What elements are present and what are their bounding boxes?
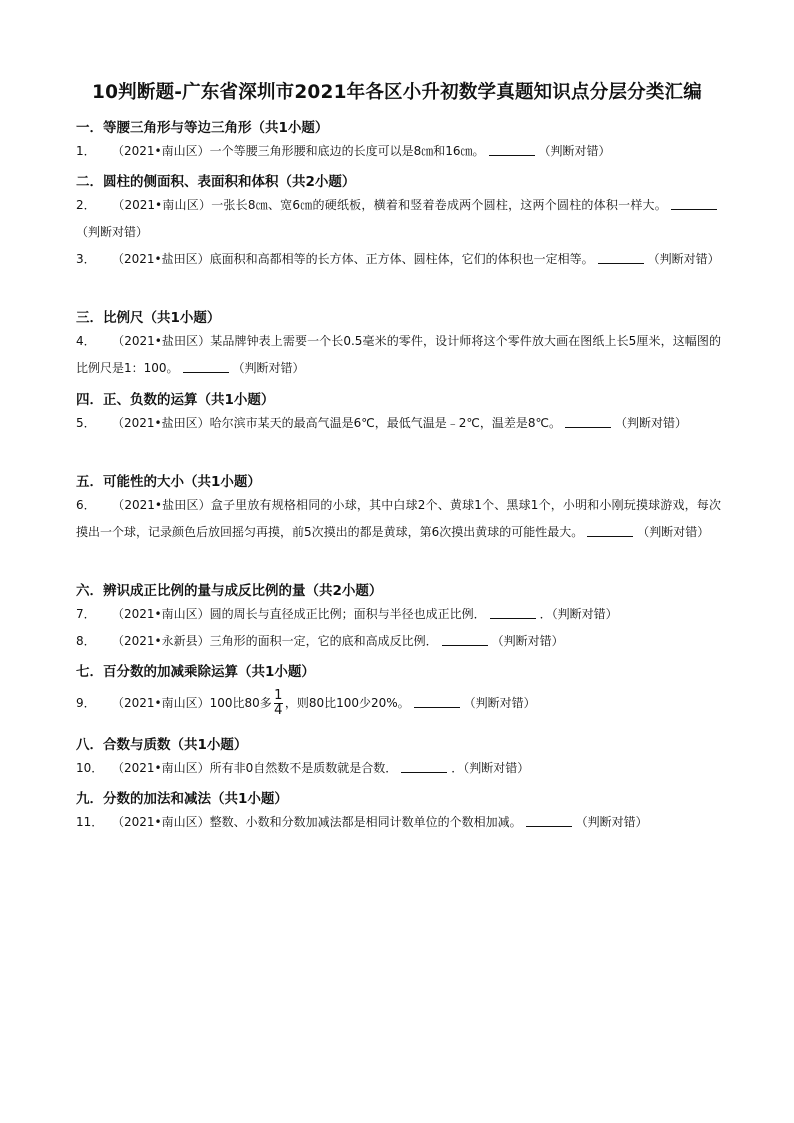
question-number: 9． <box>76 696 96 710</box>
answer-blank[interactable] <box>183 360 229 373</box>
question-text: 底面积和高都相等的长方体、正方体、圆柱体，它们的体积也一定相等。 <box>209 252 594 266</box>
section-heading-4: 四．正、负数的运算（共1小题） <box>76 392 275 408</box>
answer-blank[interactable] <box>671 197 717 210</box>
question-11 <box>76 809 721 836</box>
judge-label: （判断对错） <box>614 416 687 430</box>
question-number: 4． <box>76 334 96 348</box>
section-heading-3: 三．比例尺（共1小题） <box>76 310 221 326</box>
judge-label: （判断对错） <box>647 252 720 266</box>
section-heading-9: 九．分数的加法和减法（共1小题） <box>76 791 288 807</box>
judge-label: （判断对错） <box>575 815 648 829</box>
question-text: 圆的周长与直径成正比例；面积与半径也成正比例． <box>209 607 486 621</box>
question-3 <box>76 246 721 273</box>
question-text: 哈尔滨市某天的最高气温是6℃，最低气温是﹣2℃，温差是8℃。 <box>209 416 561 430</box>
judge-label: （判断对错） <box>232 361 305 375</box>
answer-blank[interactable] <box>598 251 644 264</box>
answer-blank[interactable] <box>414 695 460 708</box>
question-text-b: ，则80比100少20%。 <box>284 696 410 710</box>
question-1 <box>76 138 721 165</box>
question-number: 3． <box>76 252 96 266</box>
answer-blank[interactable] <box>401 760 447 773</box>
question-6 <box>76 492 721 546</box>
question-5 <box>76 410 721 437</box>
judge-label: （判断对错） <box>76 225 149 239</box>
question-source: （2021•南山区） <box>112 696 210 710</box>
question-number: 7． <box>76 607 96 621</box>
section-heading-7: 七．百分数的加减乘除运算（共1小题） <box>76 664 315 680</box>
question-text: 所有非0自然数不是质数就是合数． <box>209 761 398 775</box>
question-text-a: 100比80多 <box>209 696 272 710</box>
question-text: 整数、小数和分数加减法都是相同计数单位的个数相加减。 <box>209 815 522 829</box>
judge-label: （判断对错） <box>463 761 530 775</box>
section-heading-2: 二．圆柱的侧面积、表面积和体积（共2小题） <box>76 174 356 190</box>
question-text: 一张长8㎝、宽6㎝的硬纸板，横着和竖着卷成两个圆柱，这两个圆柱的体积一样大。 <box>211 198 667 212</box>
question-number: 5． <box>76 416 96 430</box>
question-text: 某品牌钟表上需要一个长0.5毫米的零件，设计师将这个零件放大画在图纸上长5厘米，这幅图的比例尺是1：100。 <box>76 334 721 375</box>
answer-blank[interactable] <box>565 415 611 428</box>
answer-period: ． <box>451 761 464 775</box>
judge-label: （判断对错） <box>538 144 611 158</box>
section-heading-1: 一．等腰三角形与等边三角形（共1小题） <box>76 120 329 136</box>
fraction-numerator: 1 <box>274 688 283 703</box>
question-number: 1． <box>76 144 96 158</box>
question-number: 6． <box>76 498 96 512</box>
page-title: 10判断题-广东省深圳市2021年各区小升初数学真题知识点分层分类汇编 <box>92 82 702 103</box>
question-number: 2． <box>76 198 96 212</box>
question-number: 8． <box>76 634 96 648</box>
answer-period: ． <box>539 607 552 621</box>
question-source: （2021•盐田区） <box>112 252 210 266</box>
answer-blank[interactable] <box>489 143 535 156</box>
question-number: 10． <box>76 761 104 775</box>
question-source: （2021•盐田区） <box>112 334 211 348</box>
answer-blank[interactable] <box>587 524 633 537</box>
question-source: （2021•南山区） <box>112 815 210 829</box>
question-source: （2021•南山区） <box>112 761 210 775</box>
section-heading-6: 六．辨识成正比例的量与成反比例的量（共2小题） <box>76 583 383 599</box>
question-text: 三角形的面积一定，它的底和高成反比例． <box>209 634 438 648</box>
judge-label: （判断对错） <box>463 696 536 710</box>
judge-label: （判断对错） <box>491 634 564 648</box>
judge-label: （判断对错） <box>637 525 710 539</box>
question-8 <box>76 628 721 655</box>
question-source: （2021•盐田区） <box>112 416 210 430</box>
question-text: 盒子里放有规格相同的小球，其中白球2个、黄球1个、黑球1个，小明和小刚玩摸球游戏，每次摸出一个球，记录颜色后放回摇匀再摸，前5次摸出的都是黄球，第6次摸出黄球的可能性最大。 <box>76 498 721 539</box>
question-source: （2021•盐田区） <box>112 498 211 512</box>
judge-label: （判断对错） <box>551 607 618 621</box>
question-source: （2021•南山区） <box>112 198 212 212</box>
question-number: 11． <box>76 815 104 829</box>
fraction-denominator: 4 <box>274 703 283 718</box>
answer-blank[interactable] <box>490 606 536 619</box>
section-heading-5: 五．可能性的大小（共1小题） <box>76 474 261 490</box>
answer-blank[interactable] <box>526 814 572 827</box>
answer-blank[interactable] <box>442 633 488 646</box>
section-heading-8: 八．合数与质数（共1小题） <box>76 737 248 753</box>
question-source: （2021•南山区） <box>112 607 210 621</box>
question-source: （2021•南山区） <box>112 144 210 158</box>
question-7 <box>76 601 721 628</box>
question-4 <box>76 328 721 382</box>
question-9 <box>76 689 721 718</box>
fraction-one-quarter <box>274 689 283 718</box>
question-2 <box>76 192 721 246</box>
question-text: 一个等腰三角形腰和底边的长度可以是8㎝和16㎝。 <box>209 144 485 158</box>
question-10 <box>76 755 721 782</box>
question-source: （2021•永新县） <box>112 634 210 648</box>
